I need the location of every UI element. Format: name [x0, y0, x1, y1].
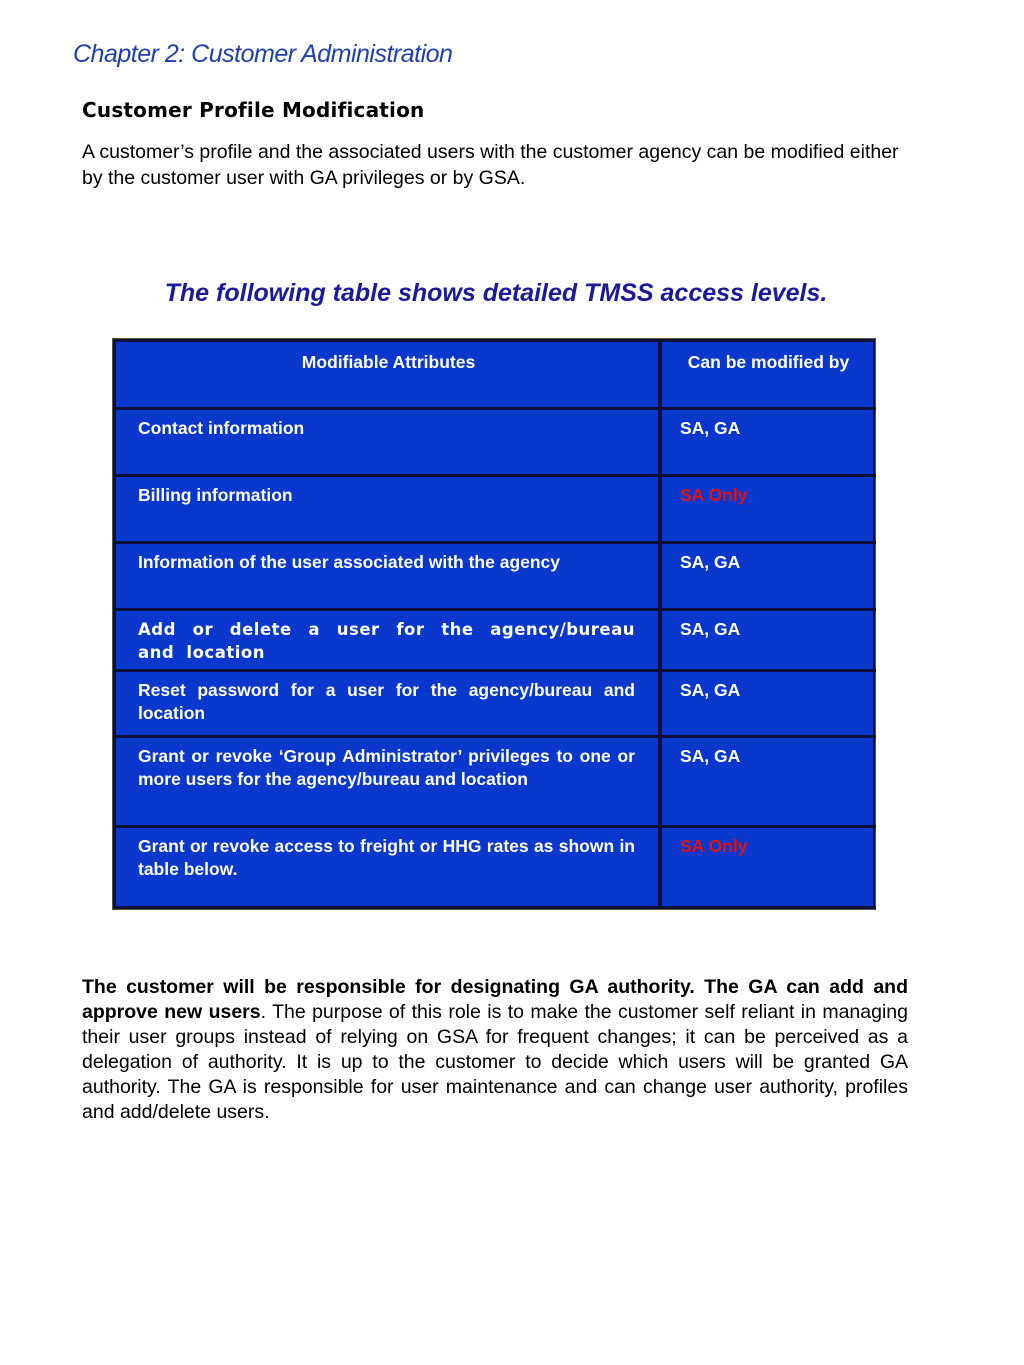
row-attribute: Grant or revoke access to freight or HHG rates as shown in table below.	[138, 836, 635, 879]
row-attribute: Add or delete a user for the agency/bureau and location	[138, 620, 635, 662]
row-attribute: Grant or revoke ‘Group Administrator’ privileges to one or more users for the agency/bureau and location	[138, 746, 635, 789]
closing-regular-text: . The purpose of this role is to make the customer self reliant in managing their user groups instead of relying on GSA for frequent changes; it can be perceived as a delegation of authority. It is up to the customer to decide which users will be granted GA authority. The GA is responsible for user maintenance and can change user authority, profiles and add/delete users.	[82, 1001, 908, 1123]
table-header-row	[116, 342, 876, 410]
access-levels-table	[112, 338, 876, 910]
row-modified-by: SA, GA	[680, 746, 741, 766]
table-row	[116, 828, 876, 909]
row-modified-by: SA, GA	[680, 418, 741, 438]
chapter-title: Chapter 2: Customer Administration	[73, 40, 453, 68]
header-modified-by: Can be modified by	[687, 352, 850, 372]
closing-bold-text: The customer will be responsible for designating GA authority. The GA can add and approve new users	[82, 976, 908, 1023]
row-modified-by: SA, GA	[680, 680, 741, 700]
row-attribute: Billing information	[138, 485, 293, 505]
closing-paragraph	[82, 975, 908, 1125]
table-row	[116, 738, 876, 828]
row-modified-by: SA, GA	[680, 619, 741, 639]
table-row	[116, 544, 876, 611]
row-attribute: Information of the user associated with the agency	[138, 552, 561, 572]
intro-paragraph: A customer’s profile and the associated users with the customer agency can be modified either by the customer user with GA privileges or by GSA.	[82, 141, 899, 189]
table-row	[116, 611, 876, 672]
table-column-divider	[658, 339, 662, 909]
table-row	[116, 410, 876, 477]
row-attribute: Contact information	[138, 418, 305, 438]
header-attributes: Modifiable Attributes	[301, 352, 476, 372]
row-modified-by: SA Only	[680, 485, 748, 505]
section-heading: Customer Profile Modification	[82, 98, 425, 122]
table-row	[116, 672, 876, 738]
table-row	[116, 477, 876, 544]
row-modified-by: SA, GA	[680, 552, 741, 572]
row-attribute: Reset password for a user for the agency/bureau and location	[138, 680, 635, 723]
row-modified-by: SA Only	[680, 836, 748, 856]
table-caption: The following table shows detailed TMSS access levels.	[164, 279, 828, 307]
